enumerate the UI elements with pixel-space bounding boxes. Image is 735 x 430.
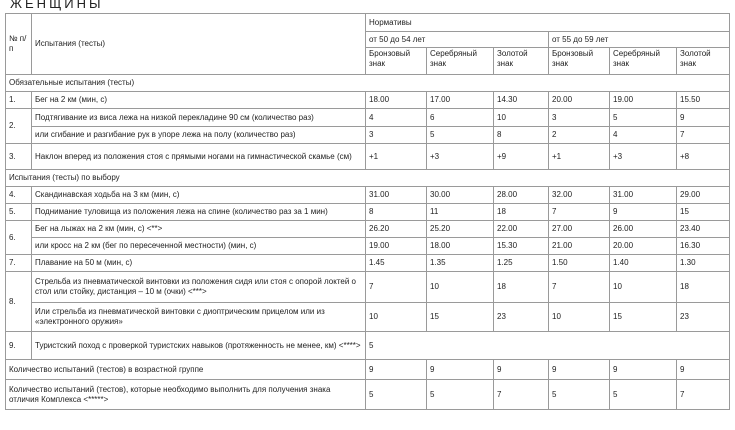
test-name: Количество испытаний (тестов), которые необходимо выполнить для получения знака отличия Комплекса <*****> xyxy=(6,380,366,410)
norm-value: 1.50 xyxy=(549,255,610,272)
norm-value: 19.00 xyxy=(366,238,427,255)
norm-value: 26.20 xyxy=(366,221,427,238)
header-age-50-54: от 50 до 54 лет xyxy=(366,32,549,48)
norm-value: 9 xyxy=(549,360,610,380)
table-row xyxy=(6,92,730,109)
norm-value: 5 xyxy=(366,332,730,360)
row-num: 4. xyxy=(6,187,32,204)
norm-value: +1 xyxy=(549,144,610,170)
norm-value: 10 xyxy=(366,303,427,332)
norm-value: +8 xyxy=(677,144,730,170)
table-row xyxy=(6,204,730,221)
table-row xyxy=(6,255,730,272)
norm-value: 15 xyxy=(677,204,730,221)
table-row xyxy=(6,360,730,380)
norm-value: 9 xyxy=(677,109,730,127)
norm-value: 5 xyxy=(610,380,677,410)
norm-value: 22.00 xyxy=(494,221,549,238)
norm-value: 8 xyxy=(494,127,549,144)
test-name: Поднимание туловища из положения лежа на спине (количество раз за 1 мин) xyxy=(32,204,366,221)
norm-value: +9 xyxy=(494,144,549,170)
header-age-55-59: от 55 до 59 лет xyxy=(549,32,730,48)
norm-value: 9 xyxy=(494,360,549,380)
section-label: Обязательные испытания (тесты) xyxy=(6,75,730,92)
norm-value: 4 xyxy=(366,109,427,127)
test-name: Наклон вперед из положения стоя с прямыми ногами на гимнастической скамье (см) xyxy=(32,144,366,170)
norm-value: +3 xyxy=(610,144,677,170)
norm-value: 18.00 xyxy=(366,92,427,109)
test-name: Подтягивание из виса лежа на низкой перекладине 90 см (количество раз) xyxy=(32,109,366,127)
header-test: Испытания (тесты) xyxy=(32,14,366,75)
test-name: Бег на лыжах на 2 км (мин, с) <**> xyxy=(32,221,366,238)
norm-value: 5 xyxy=(366,380,427,410)
norm-value: 5 xyxy=(427,127,494,144)
norm-value: 3 xyxy=(549,109,610,127)
norm-value: 18.00 xyxy=(427,238,494,255)
norm-value: 19.00 xyxy=(610,92,677,109)
row-num: 7. xyxy=(6,255,32,272)
norm-value: 5 xyxy=(427,380,494,410)
test-name: Стрельба из пневматической винтовки из положения сидя или стоя с опорой локтей о стол или стойку, дистанция – 10 м (очки) <***> xyxy=(32,272,366,303)
norm-value: 20.00 xyxy=(610,238,677,255)
norm-value: 18 xyxy=(494,272,549,303)
norm-value: 11 xyxy=(427,204,494,221)
norm-value: 10 xyxy=(610,272,677,303)
norm-value: 31.00 xyxy=(366,187,427,204)
section-label: Испытания (тесты) по выбору xyxy=(6,170,730,187)
norm-value: 23 xyxy=(677,303,730,332)
norm-value: 2 xyxy=(549,127,610,144)
test-name: Или стрельба из пневматической винтовки с диоптрическим прицелом или из «электронного оружия» xyxy=(32,303,366,332)
badge-header: Золотой знак xyxy=(677,48,730,75)
norm-value: 18 xyxy=(494,204,549,221)
table-row xyxy=(6,303,730,332)
norm-value: 10 xyxy=(549,303,610,332)
test-name: или кросс на 2 км (бег по пересеченной местности) (мин, с) xyxy=(32,238,366,255)
norm-value: 1.30 xyxy=(677,255,730,272)
header-row xyxy=(6,14,730,32)
norm-value: 7 xyxy=(549,204,610,221)
row-num: 6. xyxy=(6,221,32,255)
norm-value: 14.30 xyxy=(494,92,549,109)
norm-value: 15 xyxy=(610,303,677,332)
header-norms: Нормативы xyxy=(366,14,730,32)
page-title: ЖЕНЩИНЫ xyxy=(10,0,104,11)
norm-value: 9 xyxy=(677,360,730,380)
norm-value: 32.00 xyxy=(549,187,610,204)
norm-value: 15.50 xyxy=(677,92,730,109)
norms-table xyxy=(5,13,730,410)
norm-value: 9 xyxy=(610,360,677,380)
table-row xyxy=(6,127,730,144)
badge-header: Серебряный знак xyxy=(427,48,494,75)
table-row xyxy=(6,187,730,204)
test-name: или сгибание и разгибание рук в упоре лежа на полу (количество раз) xyxy=(32,127,366,144)
norm-value: 1.35 xyxy=(427,255,494,272)
norm-value: 30.00 xyxy=(427,187,494,204)
test-name: Бег на 2 км (мин, с) xyxy=(32,92,366,109)
test-name: Туристский поход с проверкой туристских навыков (протяженность не менее, км) <****> xyxy=(32,332,366,360)
norm-value: 28.00 xyxy=(494,187,549,204)
table-row xyxy=(6,238,730,255)
badge-header: Серебряный знак xyxy=(610,48,677,75)
norm-value: 7 xyxy=(494,380,549,410)
norm-value: +1 xyxy=(366,144,427,170)
row-num: 2. xyxy=(6,109,32,144)
norm-value: 27.00 xyxy=(549,221,610,238)
badge-header: Бронзовый знак xyxy=(366,48,427,75)
norm-value: 9 xyxy=(427,360,494,380)
norm-value: 5 xyxy=(610,109,677,127)
norm-value: 7 xyxy=(677,380,730,410)
norm-value: 15 xyxy=(427,303,494,332)
norm-value: 16.30 xyxy=(677,238,730,255)
norm-value: 9 xyxy=(366,360,427,380)
norm-value: 10 xyxy=(427,272,494,303)
badge-header: Золотой знак xyxy=(494,48,549,75)
norm-value: 29.00 xyxy=(677,187,730,204)
norm-value: 7 xyxy=(677,127,730,144)
norm-value: 25.20 xyxy=(427,221,494,238)
norm-value: 18 xyxy=(677,272,730,303)
table-row xyxy=(6,332,730,360)
norm-value: 20.00 xyxy=(549,92,610,109)
section-optional xyxy=(6,170,730,187)
table-row xyxy=(6,380,730,410)
badge-header: Бронзовый знак xyxy=(549,48,610,75)
table-row xyxy=(6,272,730,303)
table-row xyxy=(6,109,730,127)
test-name: Количество испытаний (тестов) в возрастной группе xyxy=(6,360,366,380)
norm-value: 7 xyxy=(366,272,427,303)
norm-value: 5 xyxy=(549,380,610,410)
norm-value: 1.45 xyxy=(366,255,427,272)
row-num: 3. xyxy=(6,144,32,170)
norm-value: 23.40 xyxy=(677,221,730,238)
norm-value: +3 xyxy=(427,144,494,170)
norm-value: 1.40 xyxy=(610,255,677,272)
norm-value: 31.00 xyxy=(610,187,677,204)
norm-value: 6 xyxy=(427,109,494,127)
norm-value: 8 xyxy=(366,204,427,221)
norm-value: 21.00 xyxy=(549,238,610,255)
norm-value: 1.25 xyxy=(494,255,549,272)
section-mandatory xyxy=(6,75,730,92)
test-name: Плавание на 50 м (мин, с) xyxy=(32,255,366,272)
norm-value: 7 xyxy=(549,272,610,303)
header-num: № п/п xyxy=(6,14,32,75)
norm-value: 4 xyxy=(610,127,677,144)
row-num: 5. xyxy=(6,204,32,221)
row-num: 9. xyxy=(6,332,32,360)
norm-value: 10 xyxy=(494,109,549,127)
row-num: 1. xyxy=(6,92,32,109)
table-row xyxy=(6,221,730,238)
norm-value: 17.00 xyxy=(427,92,494,109)
norm-value: 3 xyxy=(366,127,427,144)
norm-value: 26.00 xyxy=(610,221,677,238)
table-row xyxy=(6,144,730,170)
test-name: Скандинавская ходьба на 3 км (мин, с) xyxy=(32,187,366,204)
norm-value: 9 xyxy=(610,204,677,221)
norm-value: 15.30 xyxy=(494,238,549,255)
row-num: 8. xyxy=(6,272,32,332)
norm-value: 23 xyxy=(494,303,549,332)
